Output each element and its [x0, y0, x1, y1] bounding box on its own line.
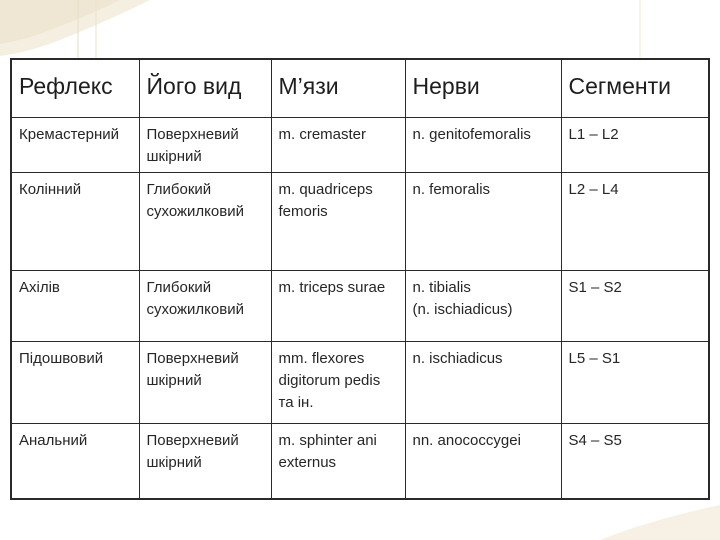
cell-text: femoris [278, 202, 328, 220]
cell-reflex [11, 172, 139, 270]
table-header-row [11, 59, 709, 117]
cell-type [139, 117, 271, 172]
table-row [11, 423, 709, 499]
cell-text: Підошвовий [19, 349, 104, 367]
table-row [11, 270, 709, 341]
cell-text: Поверхневий [146, 349, 239, 367]
cell-segments [561, 341, 709, 423]
cell-text: n. femoralis [412, 180, 491, 198]
cell-text: m. sphinter ani [278, 431, 377, 449]
cell-text: m. triceps surae [278, 278, 386, 296]
cell-text: n. tibialis [412, 278, 471, 296]
cell-text: шкірний [146, 147, 202, 165]
cell-text: шкірний [146, 453, 202, 471]
cell-text: Анальний [19, 431, 88, 449]
cell-type [139, 270, 271, 341]
cell-text: S4 – S5 [568, 431, 622, 449]
cell-nerves [405, 423, 561, 499]
cell-text: Поверхневий [146, 125, 239, 143]
cell-text: m. quadriceps [278, 180, 373, 198]
cell-muscles [271, 117, 405, 172]
cell-text: (n. ischiadicus) [412, 300, 513, 318]
cell-text: m. cremaster [278, 125, 367, 143]
header-reflex: Рефлекс [11, 59, 139, 117]
table-row [11, 117, 709, 172]
cell-segments [561, 117, 709, 172]
cell-reflex [11, 117, 139, 172]
cell-text: Кремастерний [19, 125, 120, 143]
cell-text: Глибокий [146, 278, 212, 296]
cell-nerves [405, 172, 561, 270]
cell-text: сухожилковий [146, 300, 244, 318]
cell-type [139, 423, 271, 499]
header-segments: Сегменти [561, 59, 709, 117]
cell-muscles [271, 172, 405, 270]
cell-reflex [11, 341, 139, 423]
cell-text: L5 – S1 [568, 349, 621, 367]
cell-nerves [405, 270, 561, 341]
cell-muscles [271, 341, 405, 423]
cell-text: шкірний [146, 371, 202, 389]
cell-segments [561, 423, 709, 499]
cell-reflex [11, 423, 139, 499]
cell-text: nn. anococcygei [412, 431, 521, 449]
cell-text: digitorum pedis [278, 371, 381, 389]
cell-text: та ін. [278, 393, 314, 411]
cell-reflex [11, 270, 139, 341]
cell-nerves [405, 117, 561, 172]
cell-text: externus [278, 453, 337, 471]
cell-text: S1 – S2 [568, 278, 622, 296]
cell-text: Ахілів [19, 278, 60, 296]
header-nerves: Нерви [405, 59, 561, 117]
cell-text: n. genitofemoralis [412, 125, 531, 143]
cell-text: L2 – L4 [568, 180, 619, 198]
cell-segments [561, 172, 709, 270]
cell-text: Колінний [19, 180, 82, 198]
reflex-table [10, 58, 710, 500]
cell-segments [561, 270, 709, 341]
header-type: Його вид [139, 59, 271, 117]
cell-text: L1 – L2 [568, 125, 619, 143]
cell-nerves [405, 341, 561, 423]
cell-text: Глибокий [146, 180, 212, 198]
cell-text: n. ischiadicus [412, 349, 503, 367]
header-muscles: М’язи [271, 59, 405, 117]
cell-muscles [271, 423, 405, 499]
cell-text: mm. flexores [278, 349, 365, 367]
reflex-table-container [10, 58, 708, 500]
cell-type [139, 172, 271, 270]
cell-type [139, 341, 271, 423]
table-row [11, 172, 709, 270]
cell-text: Поверхневий [146, 431, 239, 449]
cell-text: сухожилковий [146, 202, 244, 220]
table-row [11, 341, 709, 423]
cell-muscles [271, 270, 405, 341]
